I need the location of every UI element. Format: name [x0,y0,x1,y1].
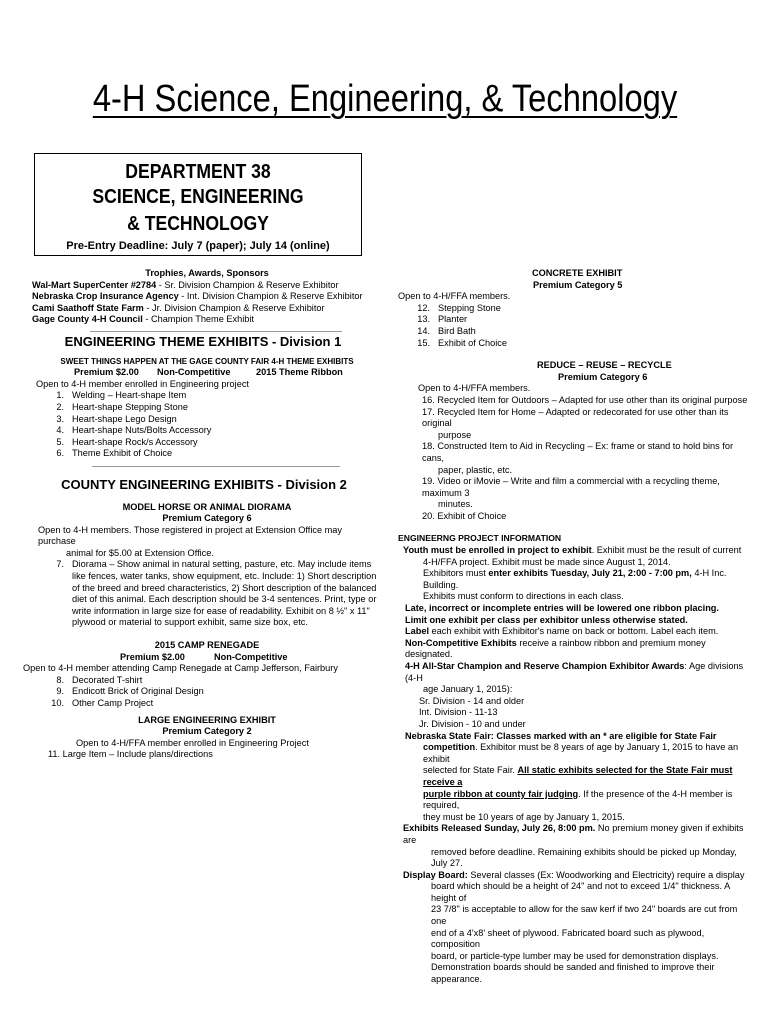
reduce-exhibit-list [398,395,754,523]
camp-exhibit-list [32,675,382,710]
info-allstar: 4-H All-Star Champion and Reserve Champion Exhibitor Awards [405,661,685,671]
info-text: . If the presence of the 4-H member is required, [423,788,733,811]
page-title: 4-H Science, Engineering, & Technology [92,78,678,120]
item-label: Welding – Heart-shape Item [72,390,187,401]
info-text: No premium money given if exhibits are [403,823,744,845]
display-board-line: 23 7/8" is acceptable to allow for the saw kerf if two 24" boards are cut from one [431,904,738,927]
reduce-exhibit-item: 18. Constructed Item to Aid in Recycling – Ex: frame or stand to hold bins for cans, [422,441,733,463]
info-display-board: Display Board: [403,869,468,880]
item-number: 3. [56,413,64,424]
camp-eligibility: Open to 4-H member attending Camp Renegade at Camp Jefferson, Fairbury [23,663,338,674]
item-label: Endicott Brick of Original Design [72,686,204,697]
diorama-item [32,559,382,629]
theme-exhibit-item [32,448,382,460]
concrete-exhibit-list [398,303,754,349]
diorama-eligibility: Open to 4-H members. Those registered in project at Extension Office may purchase [38,524,343,547]
item-number: 1. [56,390,64,401]
info-heading: ENGINEERNG PROJECT INFORMATION [398,533,562,544]
info-text: . Exhibitor must be 8 years of age by January 1, 2015 to have an exhibit [423,742,739,764]
info-text: age January 1, 2015): [423,684,513,695]
theme-exhibit-item [32,402,382,414]
department-name-line1: SCIENCE, ENGINEERING [92,186,304,208]
sponsor-desc: - Jr. Division Champion & Reserve Exhibitor [143,302,325,313]
department-number: DEPARTMENT 38 [125,161,271,183]
theme-exhibit-list [32,390,382,460]
item-label: Heart-shape Rock/s Accessory [72,436,198,447]
reduce-exhibit-item: 20. Exhibit of Choice [422,510,507,521]
info-enrolled: Youth must be enrolled in project to exhibit [403,545,592,556]
sponsor-desc: - Sr. Division Champion & Reserve Exhibitor [156,279,339,290]
item-label: Stepping Stone [438,302,501,313]
concrete-eligibility: Open to 4-H/FFA members. [398,291,511,302]
description-line: write information in large size for ease of readability. Exhibit on 8 ½" x 11" [72,605,370,616]
item-number: 15. [417,337,430,348]
concrete-exhibit-item [398,314,754,326]
left-column [23,268,382,761]
theme-exhibit-item [32,414,382,426]
item-label: Exhibit of Choice [438,337,507,348]
division1-heading: ENGINEERING THEME EXHIBITS - Division 1 [64,333,342,349]
info-text: removed before deadline. Remaining exhibits should be picked up Monday, July 27. [431,846,737,869]
description-line: diet of this animal. Each description should be 3-4 sentences. Print, type or [72,594,377,605]
item-number: 7. [56,559,64,570]
age-division: Sr. Division - 14 and older [419,695,525,706]
age-division: Int. Division - 11-13 [419,707,498,718]
pre-entry-deadline: Pre-Entry Deadline: July 7 (paper); July 14 (online) [66,240,330,252]
info-text: receive a rainbow ribbon and premium money designated. [405,637,706,660]
info-text: they must be 10 years of age by January 1, 2015. [423,811,625,822]
reduce-exhibit-item-cont: paper, plastic, etc. [438,464,513,475]
item-label: Theme Exhibit of Choice [72,448,173,459]
item-number: 8. [56,674,64,685]
reduce-exhibit-item: 16. Recycled Item for Outdoors – Adapted for use other than its original purpose [422,394,748,405]
item-label: Decorated T-shirt [72,674,143,685]
item-label: Planter [438,314,468,325]
noncompetitive-label: Non-Competitive [214,651,288,662]
camp-heading: 2015 CAMP RENEGADE [154,640,260,651]
theme-exhibit-item [32,437,382,449]
concrete-exhibit-item [398,338,754,350]
large-exhibit-category: Premium Category 2 [162,726,252,737]
premium-amount: Premium $2.00 [74,367,139,378]
sponsor-line [32,291,382,303]
item-number: 13. [417,314,430,325]
large-exhibit-eligibility: Open to 4-H/FFA member enrolled in Engineering Project [76,737,309,748]
info-text: : Age divisions (4-H [405,661,744,683]
reduce-exhibit-item-cont: purpose [438,429,472,440]
reduce-exhibit-item-cont: minutes. [438,499,473,510]
item-number: 10. [51,698,64,708]
camp-exhibit-item [32,675,382,687]
info-entry-time: enter exhibits Tuesday, July 21, 2:00 - 7:00 pm, [488,568,692,579]
reduce-exhibit-item: 17. Recycled Item for Home – Adapted or redecorated for use other than its original [422,406,729,429]
divider [92,466,340,467]
sponsor-desc: - Champion Theme Exhibit [142,314,254,325]
item-label: Heart-shape Lego Design [72,413,177,424]
reduce-category: Premium Category 6 [558,371,648,382]
info-text: 4-H/FFA project. Exhibit must be made since August 1, 2014. [423,556,671,567]
concrete-heading: CONCRETE EXHIBIT [532,268,623,278]
premium-amount: Premium $2.00 [120,651,185,662]
concrete-exhibit-item [398,326,754,338]
diorama-heading: MODEL HORSE OR ANIMAL DIORAMA [122,501,292,512]
info-release: Exhibits Released Sunday, July 26, 8:00 pm. [403,823,596,834]
info-state-fair: competition [423,742,476,753]
display-board-line: board which should be a height of 24" and not to exceed 1/4" thickness. A height of [431,881,730,903]
division2-heading: COUNTY ENGINEERING EXHIBITS - Division 2 [61,476,347,492]
info-text: Exhibitors must [423,568,489,579]
theme-eligibility: Open to 4-H member enrolled in Engineering project [36,378,249,389]
item-label: Other Camp Project [72,698,154,708]
concrete-category: Premium Category 5 [533,279,623,290]
theme-ribbon-label: 2015 Theme Ribbon [256,367,343,378]
sponsor-desc: - Int. Division Champion & Reserve Exhibitor [178,291,363,302]
theme-exhibit-item [32,390,382,402]
sponsor-name: Wal-Mart SuperCenter #2784 [32,279,157,290]
concrete-exhibit-item [398,303,754,315]
info-purple-ribbon: purple ribbon at county fair judging [423,788,579,799]
info-label: Label [405,626,429,637]
sponsor-line [32,303,382,315]
sponsor-name: Gage County 4-H Council [32,314,143,325]
description-line: like fences, water tanks, show equipment, etc. Include: 1) Short description [72,571,377,582]
info-text: 4-H Inc. Building. [423,568,727,590]
info-text: each exhibit with Exhibitor's name on back or bottom. Label each item. [429,626,719,637]
item-label: Heart-shape Stepping Stone [72,401,188,412]
reduce-exhibit-item: 19. Video or iMovie – Write and film a commercial with a recycling theme, maximum 3 [422,476,720,498]
large-exhibit-heading: LARGE ENGINEERING EXHIBIT [138,714,276,725]
sponsor-line [32,280,382,292]
description-line: plywood or material to support exhibit, same size box, etc. [72,617,308,628]
divider [90,331,342,332]
sponsor-name: Cami Saathoff State Farm [32,302,144,313]
info-late-entries: Late, incorrect or incomplete entries will be lowered one ribbon placing. [405,603,719,614]
item-number: 5. [56,436,64,447]
info-text: . Exhibit must be the result of current [591,545,742,556]
item-number: 12. [417,302,430,313]
item-description [72,559,382,629]
info-noncompetitive: Non-Competitive Exhibits [405,637,517,648]
info-state-fair: Nebraska State Fair: Classes marked with an * are eligible for State Fair [405,730,717,741]
item-number: 6. [56,448,64,459]
item-label: Bird Bath [438,325,476,336]
info-limit: Limit one exhibit per class per exhibitor unless otherwise stated. [405,614,688,625]
reduce-heading: REDUCE – REUSE – RECYCLE [537,360,672,371]
info-text: Exhibits must conform to directions in each class. [423,591,624,602]
large-exhibit-item: 11. Large Item – Include plans/directions [48,749,213,760]
item-number: 4. [56,425,64,436]
age-division: Jr. Division - 10 and under [419,718,526,729]
item-number: 9. [56,686,64,697]
info-text: selected for State Fair. [423,765,518,776]
department-box [34,153,362,256]
display-board-details [403,881,754,985]
reduce-eligibility: Open to 4-H/FFA members. [418,383,531,394]
info-text: Several classes (Ex: Woodworking and Electricity) require a display [467,869,745,880]
camp-premium-row [32,652,382,664]
theme-subheading: SWEET THINGS HAPPEN AT THE GAGE COUNTY FAIR 4-H THEME EXHIBITS [60,356,354,366]
description-line: Diorama – Show animal in natural setting, pasture, etc. May include items [72,559,372,570]
item-number: 14. [417,325,430,336]
diorama-eligibility-cont: animal for $5.00 at Extension Office. [66,547,214,558]
display-board-line: Demonstration boards should be sanded and finished to improve their appearance. [431,962,715,985]
item-label: Heart-shape Nuts/Bolts Accessory [72,425,212,436]
noncompetitive-label: Non-Competitive [157,367,231,378]
diorama-category: Premium Category 6 [162,513,252,524]
theme-premium-row [32,367,382,379]
camp-exhibit-item [32,698,382,710]
age-division-list [403,696,754,731]
theme-exhibit-item [32,425,382,437]
department-name-line2: & TECHNOLOGY [127,213,269,235]
description-line: of the breed and breed characteristics, 2) Short description of the balanced [72,582,377,593]
display-board-line: board, or particle-type lumber may be used for demonstration displays. [431,950,719,961]
sponsor-name: Nebraska Crop Insurance Agency [32,291,179,302]
right-column [398,268,754,986]
sponsor-line [32,314,382,326]
camp-exhibit-item [32,686,382,698]
display-board-line: end of a 4'x8' sheet of plywood. Fabricated board such as plywood, composition [431,927,705,950]
sponsors-heading: Trophies, Awards, Sponsors [145,268,269,278]
info-purple-ribbon: All static exhibits selected for the State Fair must receive a [423,765,733,787]
item-number: 2. [56,401,64,412]
